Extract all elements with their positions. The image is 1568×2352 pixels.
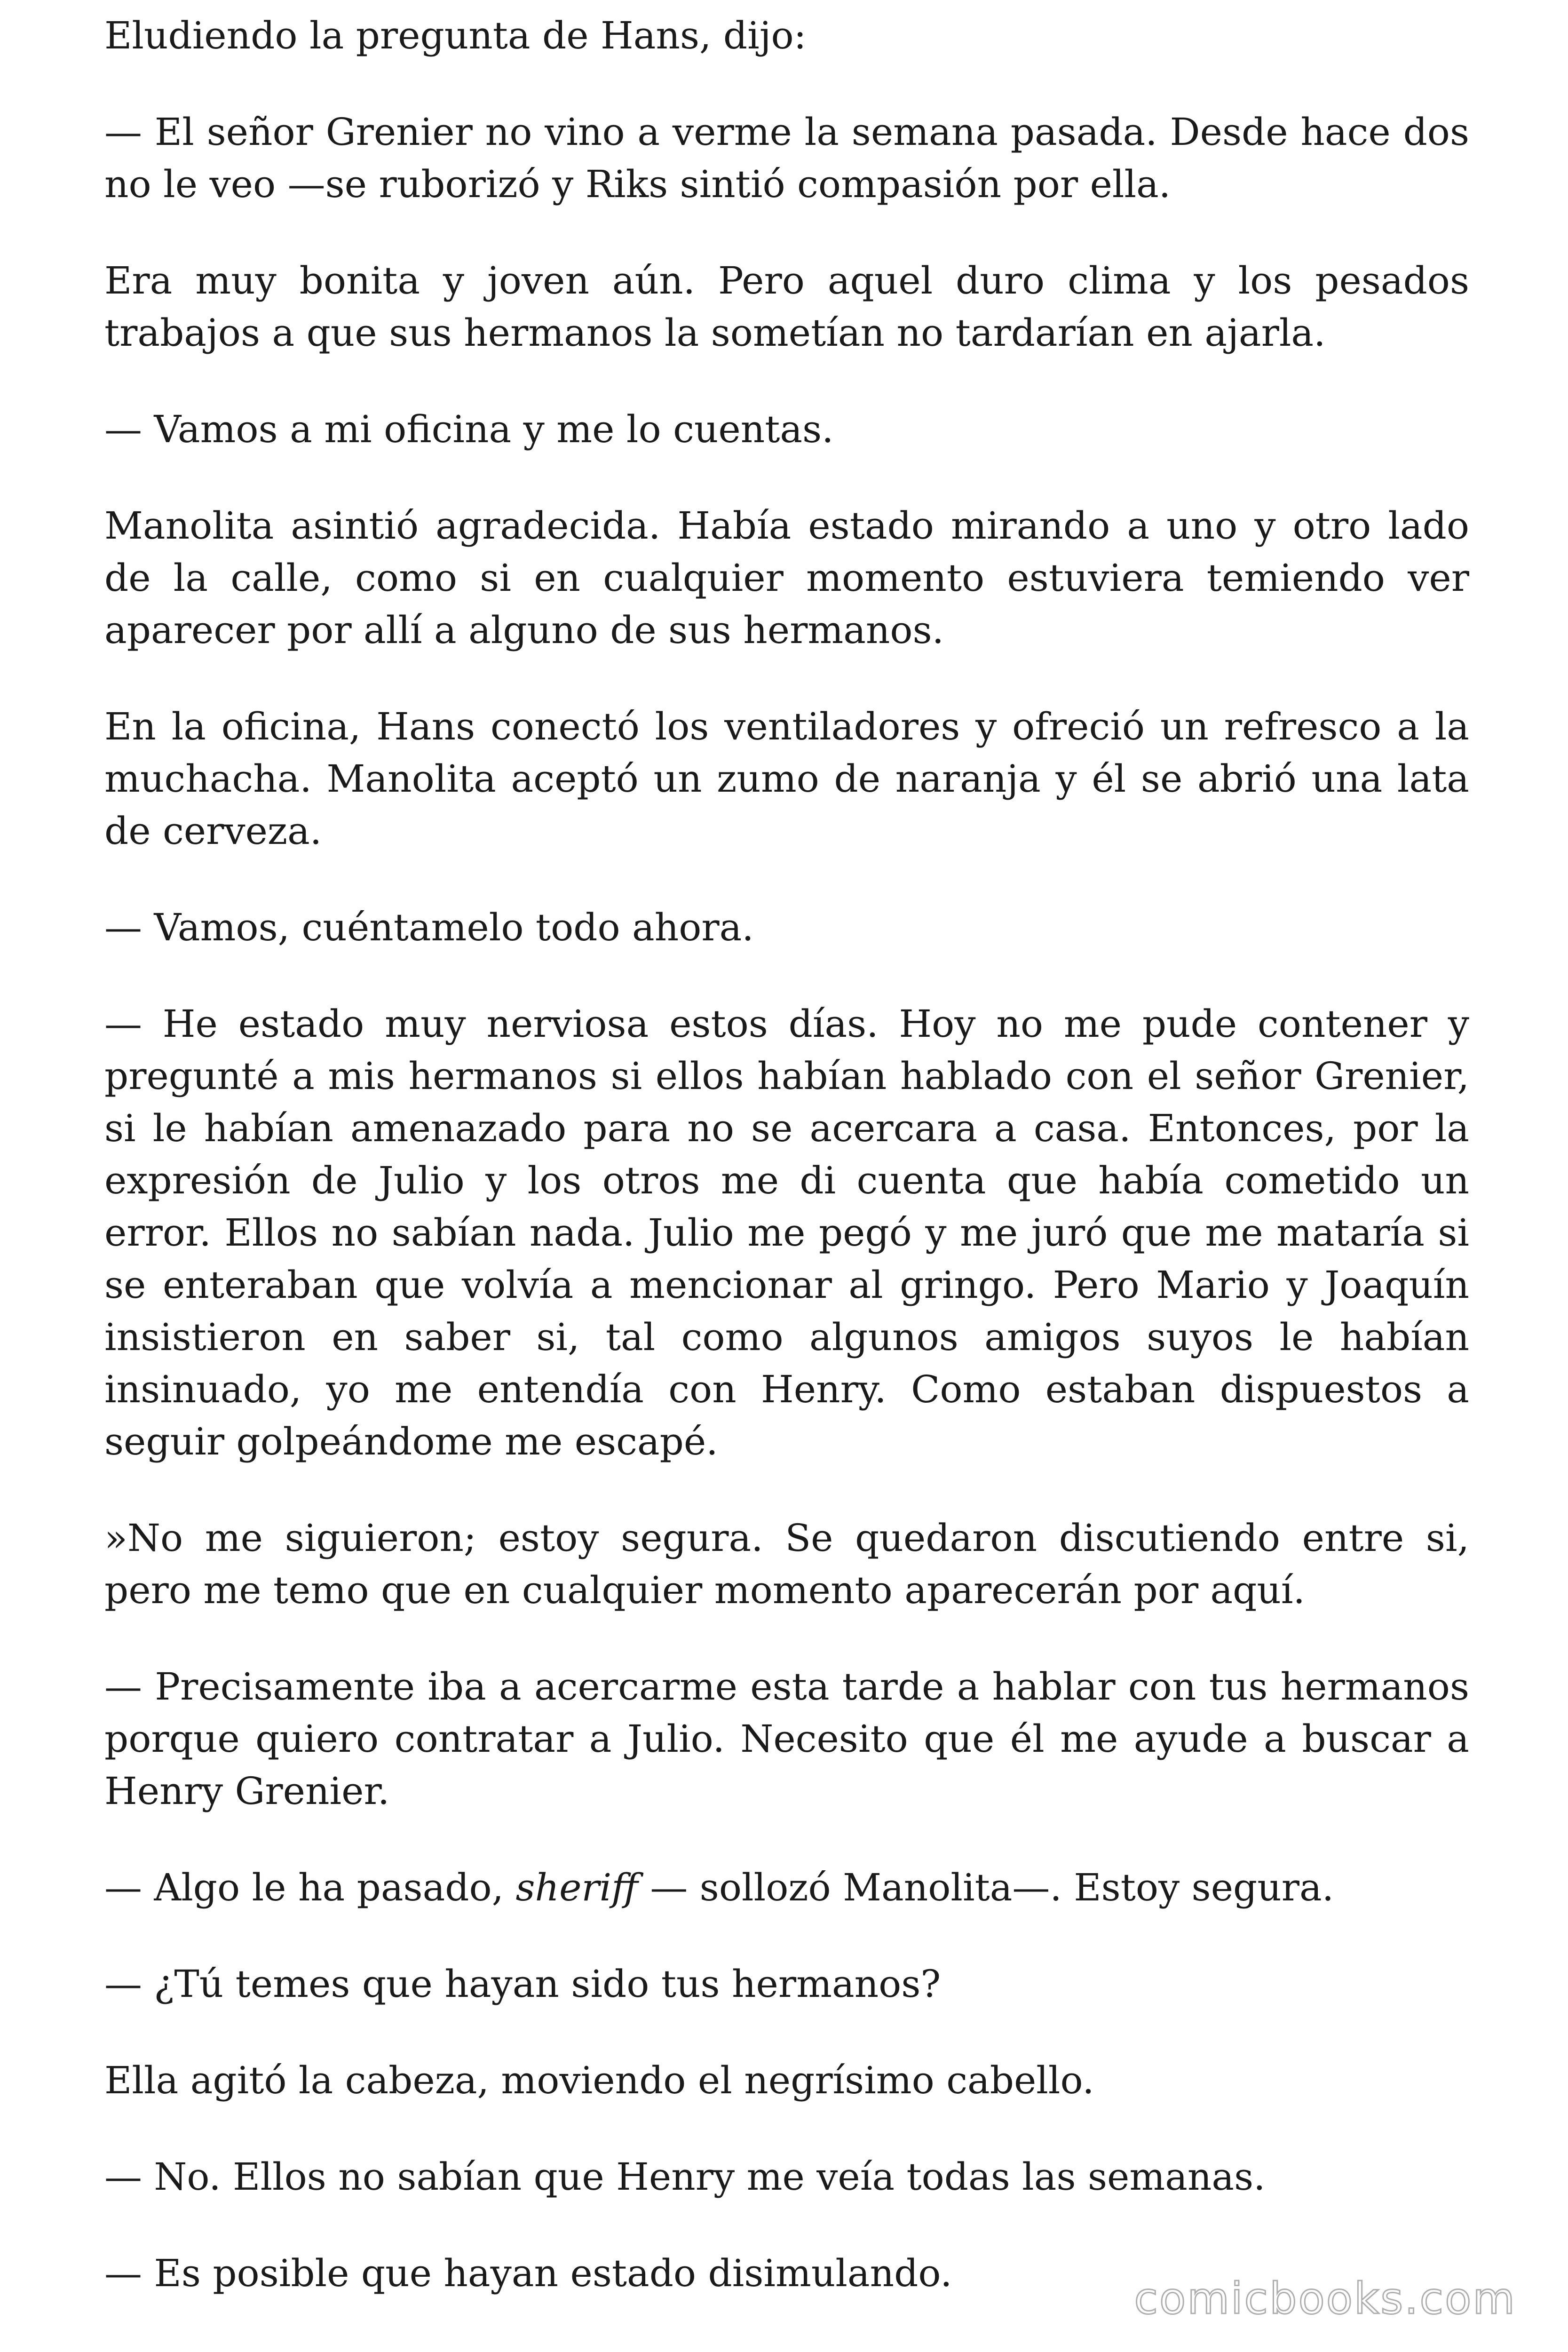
paragraph: Ella agitó la cabeza, moviendo el negrísimo cabello.: [104, 2058, 1094, 2102]
paragraph-with-emphasis: [104, 1861, 1469, 1914]
paragraph: — He estado muy nerviosa estos días. Hoy no me pude contener y pregunté a mis hermanos si ellos habían hablado con el señor Grenier, si le habían amenazado para no se acercara a casa. Entonces, por la expresión de Julio y los otros me di cuenta que había cometido un error. Ellos no sabían nada. Julio me pegó y me juró que me mataría si se enteraban que volvía a mencionar al gringo. Pero Mario y Joaquín insistieron en saber si, tal como algunos amigos suyos le habían insinuado, yo me entendía con Henry. Como estaban dispuestos a seguir golpeándome me escapé.: [104, 1002, 1469, 1463]
paragraph: — El señor Grenier no vino a verme la semana pasada. Desde hace dos no le veo —se ruborizó y Riks sintió compasión por ella.: [104, 110, 1469, 206]
paragraph: — Precisamente iba a acercarme esta tarde a hablar con tus hermanos porque quiero contratar a Julio. Necesito que él me ayude a buscar a Henry Grenier.: [104, 1665, 1469, 1813]
watermark: comicbooks.com: [1134, 2273, 1516, 2324]
paragraph-part-before: — Algo le ha pasado,: [104, 1866, 516, 1909]
page-text: [104, 9, 1469, 2299]
paragraph: — Vamos, cuéntamelo todo ahora.: [104, 906, 754, 949]
paragraph: — No. Ellos no sabían que Henry me veía todas las semanas.: [104, 2155, 1266, 2199]
paragraph-part-after: — sollozó Manolita—. Estoy segura.: [638, 1866, 1334, 1909]
paragraph: Era muy bonita y joven aún. Pero aquel duro clima y los pesados trabajos a que sus hermanos la sometían no tardarían en ajarla.: [104, 259, 1469, 355]
paragraph: En la oficina, Hans conectó los ventiladores y ofreció un refresco a la muchacha. Manolita aceptó un zumo de naranja y él se abrió una lata de cerveza.: [104, 705, 1469, 853]
paragraph: — ¿Tú temes que hayan sido tus hermanos?: [104, 1962, 941, 2006]
paragraph: — Vamos a mi oficina y me lo cuentas.: [104, 407, 834, 451]
paragraph: »No me siguieron; estoy segura. Se quedaron discutiendo entre si, pero me temo que en cualquier momento aparecerán por aquí.: [104, 1516, 1469, 1612]
paragraph: Eludiendo la pregunta de Hans, dijo:: [104, 14, 807, 57]
paragraph: — Es posible que hayan estado disimulando.: [104, 2251, 952, 2295]
italic-word: sheriff: [515, 1866, 638, 1909]
paragraph: Manolita asintió agradecida. Había estado mirando a uno y otro lado de la calle, como si en cualquier momento estuviera temiendo ver aparecer por allí a alguno de sus hermanos.: [104, 504, 1469, 652]
